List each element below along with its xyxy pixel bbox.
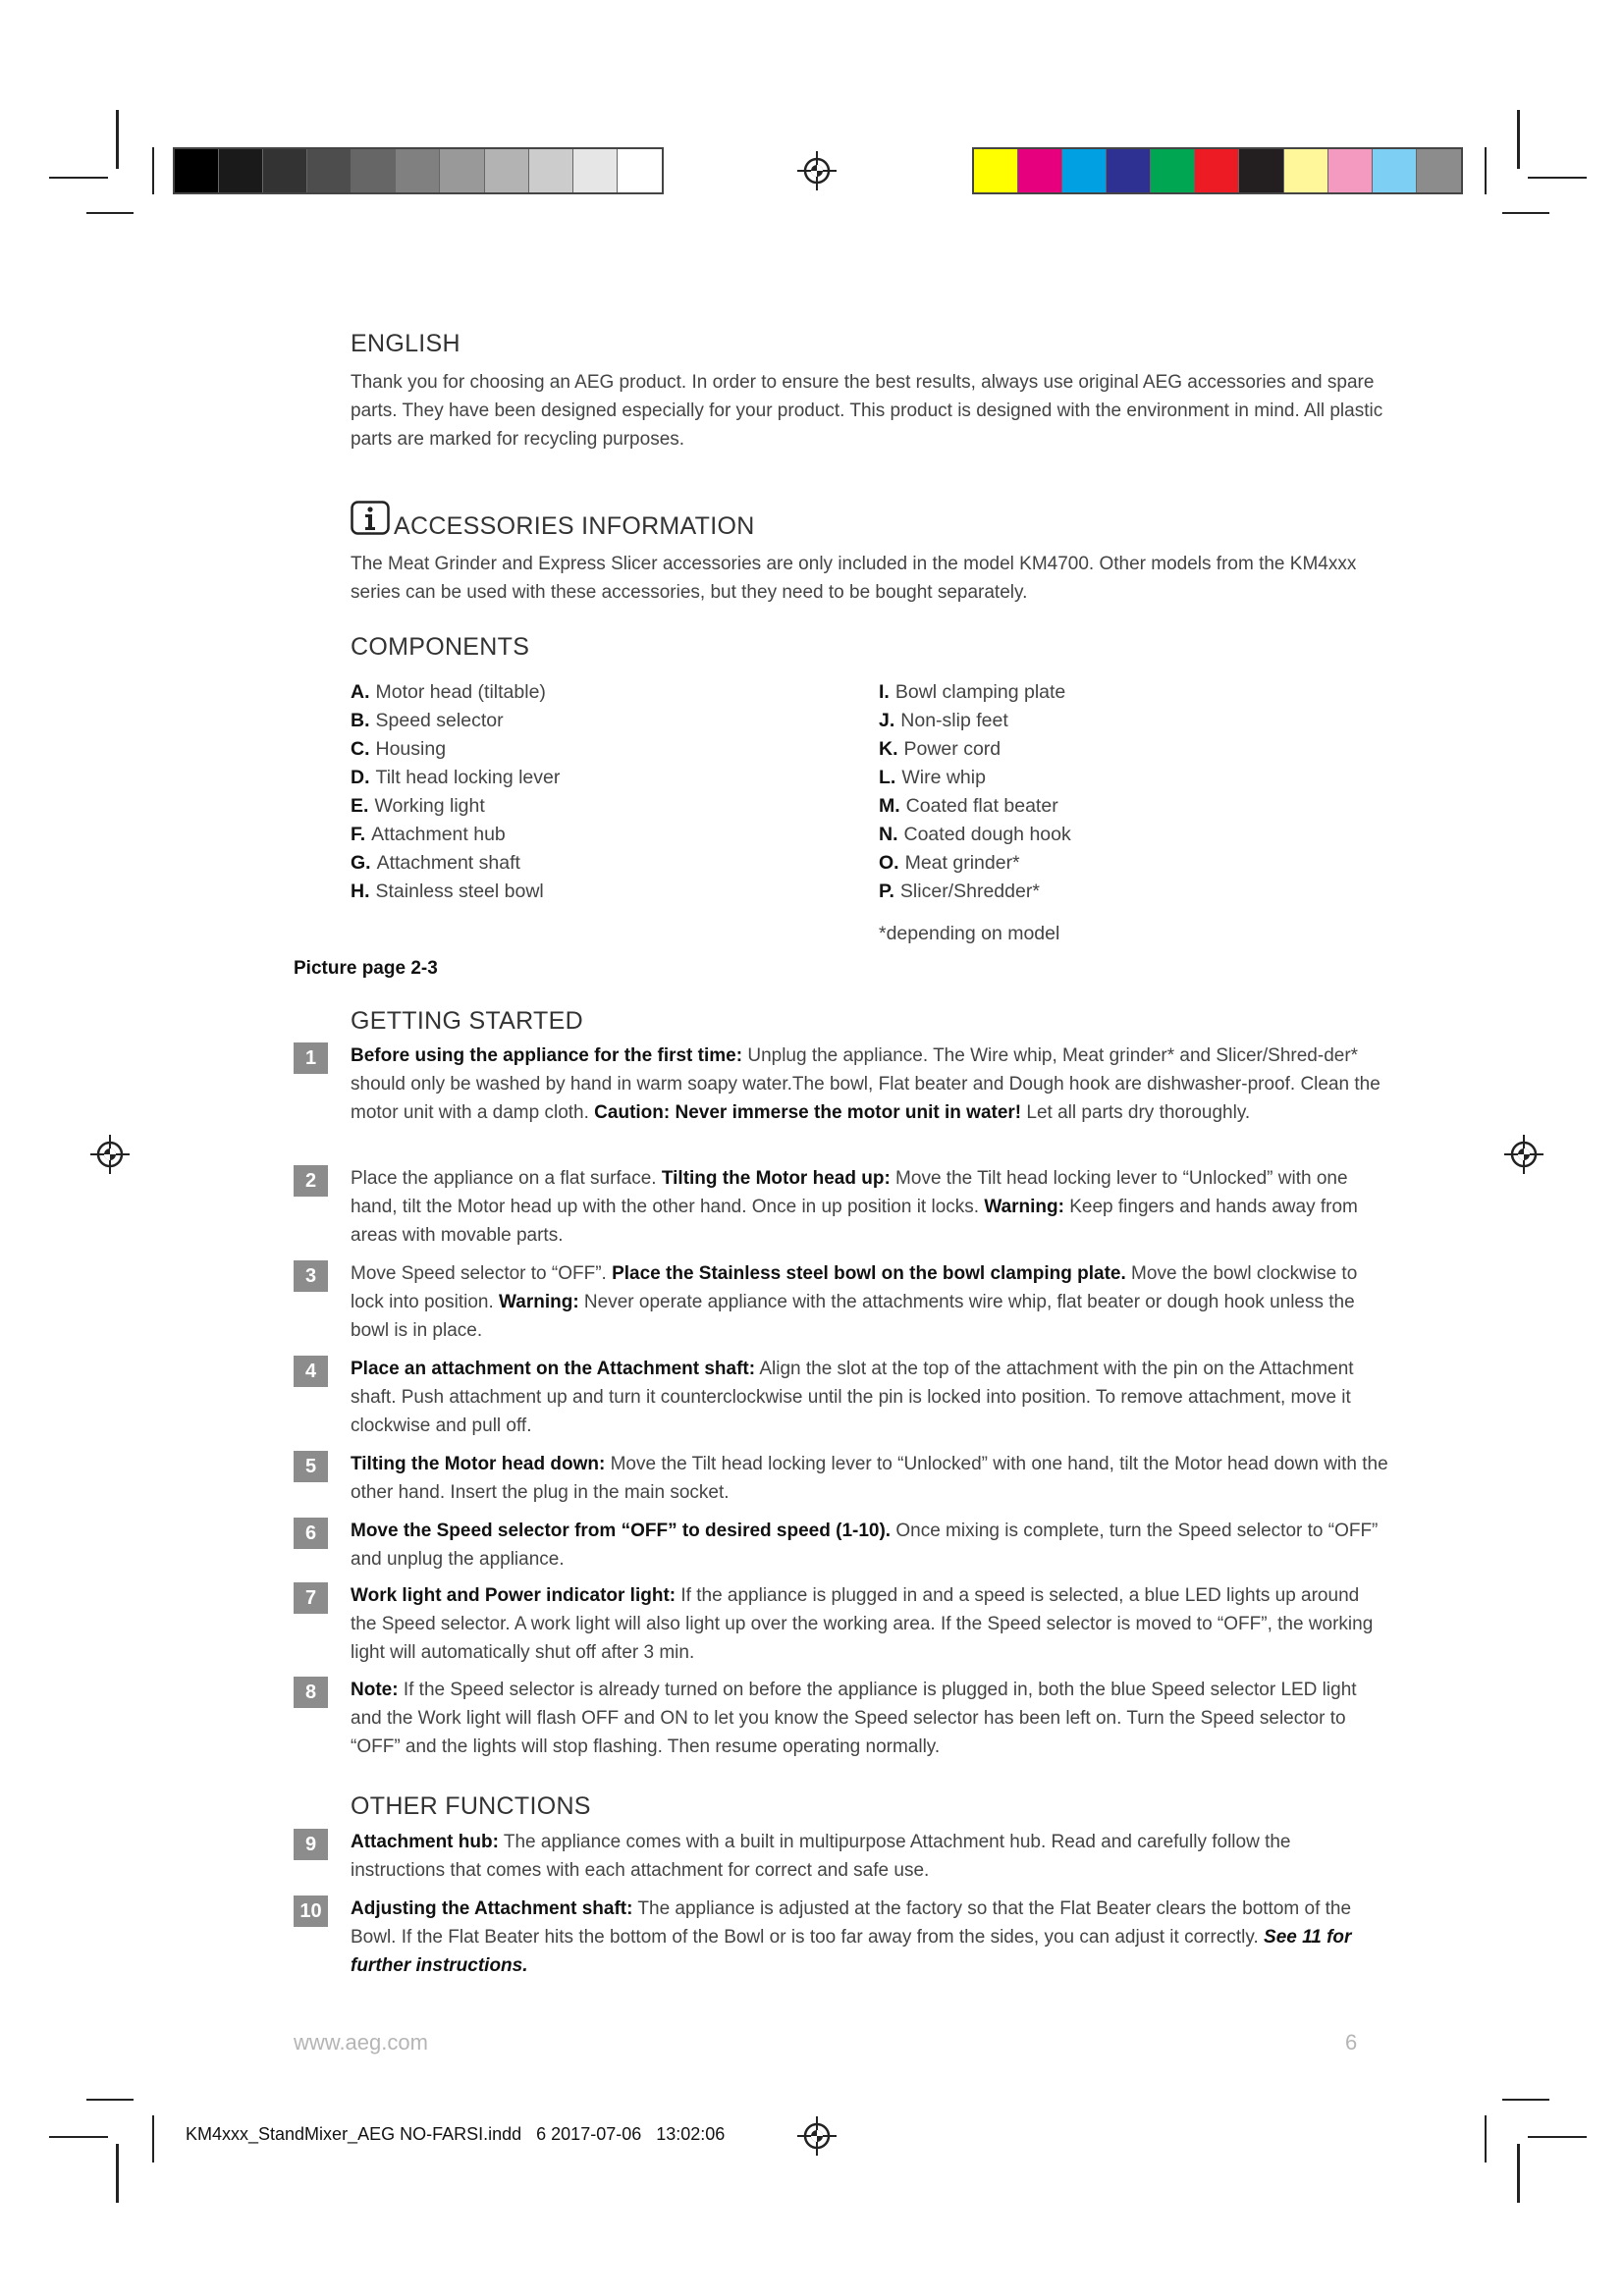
step-number-badge: 6 <box>294 1518 328 1549</box>
color-swatch <box>1062 149 1107 192</box>
step-text-plain: Move Speed selector to “OFF”. <box>351 1263 613 1284</box>
component-letter: I. <box>879 681 890 703</box>
component-label: Coated flat beater <box>905 795 1058 817</box>
section-title-english: ENGLISH <box>351 330 460 357</box>
step-text-bold: Note: <box>351 1680 399 1700</box>
component-label: Wire whip <box>901 767 986 788</box>
color-swatch <box>263 149 307 192</box>
component-item <box>879 678 1071 707</box>
footer-url: www.aeg.com <box>294 2030 428 2055</box>
crop-mark <box>152 147 154 194</box>
component-letter: C. <box>351 738 370 760</box>
color-swatch <box>175 149 219 192</box>
step-text <box>351 1517 1389 1574</box>
step-text-bold: Place the Stainless steel bowl on the bowl clamping plate. <box>612 1263 1126 1284</box>
step-number-badge: 8 <box>294 1677 328 1708</box>
step-number-badge: 10 <box>294 1896 328 1927</box>
crop-mark <box>116 2144 119 2203</box>
color-swatch <box>396 149 440 192</box>
component-item <box>879 764 1071 792</box>
crop-mark <box>1517 2144 1520 2203</box>
step-number-badge: 1 <box>294 1042 328 1074</box>
section-title-components: COMPONENTS <box>351 633 530 661</box>
step-text-bold: Attachment hub: <box>351 1832 499 1852</box>
component-label: Tilt head locking lever <box>375 767 561 788</box>
intro-paragraph: Thank you for choosing an AEG product. In order to ensure the best results, always use original AEG accessories and spare parts. They have been designed especially for your product. This product is designed with the environment in mind. All plastic parts are marked for recycling purposes. <box>351 372 1383 450</box>
component-item <box>879 735 1071 764</box>
component-letter: L. <box>879 767 896 788</box>
component-letter: J. <box>879 710 895 731</box>
color-swatch <box>529 149 573 192</box>
component-letter: N. <box>879 824 898 845</box>
step-text-bold: Tilting the Motor head down: <box>351 1454 606 1474</box>
component-label: Working light <box>374 795 485 817</box>
component-item <box>879 792 1071 821</box>
component-item <box>351 878 560 906</box>
component-item <box>351 678 560 707</box>
component-item <box>879 878 1071 906</box>
component-item <box>879 707 1071 735</box>
step-text-plain: Let all parts dry thoroughly. <box>1021 1102 1251 1123</box>
step-number-badge: 5 <box>294 1451 328 1482</box>
component-label: Meat grinder* <box>904 852 1020 874</box>
component-label: Attachment hub <box>371 824 506 845</box>
step-number-badge: 4 <box>294 1356 328 1387</box>
component-letter: A. <box>351 681 370 703</box>
component-label: Slicer/Shredder* <box>899 881 1040 902</box>
component-item <box>879 821 1071 849</box>
component-label: Coated dough hook <box>903 824 1071 845</box>
step-text-plain: If the appliance is plugged in and a speed is selected, a blue LED lights up around the Speed selector. A work light will also light up over the working area. If the Speed selector is moved to “OFF”, the working light will automatically shut off after 3 min. <box>351 1585 1374 1663</box>
crop-mark <box>1485 2115 1487 2163</box>
step-text <box>351 1895 1389 1980</box>
component-letter: M. <box>879 795 900 817</box>
component-letter: D. <box>351 767 370 788</box>
color-swatch <box>1195 149 1239 192</box>
step-text-bold: Before using the appliance for the first time: <box>351 1045 743 1066</box>
step-text-plain: Move the Tilt head locking lever to “Unlocked” with one hand, tilt the Motor head up with the other hand. Once in up position it locks. <box>351 1168 1348 1217</box>
color-swatch <box>352 149 396 192</box>
step-text-plain: Move the Tilt head locking lever to “Unlocked” with one hand, tilt the Motor head down with the other hand. Insert the plug in the main socket. <box>351 1454 1388 1503</box>
component-item <box>351 764 560 792</box>
color-swatch <box>1284 149 1328 192</box>
component-label: Stainless steel bowl <box>375 881 544 902</box>
step-text-plain: Place the appliance on a flat surface. <box>351 1168 662 1189</box>
component-item <box>351 821 560 849</box>
crop-mark <box>116 110 119 169</box>
component-label: Speed selector <box>375 710 504 731</box>
crop-mark <box>1485 147 1487 194</box>
step-text-plain: The appliance comes with a built in multipurpose Attachment hub. Read and carefully follow the instructions that comes with each attachment for correct and safe use. <box>351 1832 1291 1881</box>
crop-mark <box>1502 2099 1549 2101</box>
color-swatch <box>1151 149 1195 192</box>
component-item <box>351 735 560 764</box>
color-swatch <box>440 149 484 192</box>
crop-mark <box>1528 177 1587 179</box>
color-swatch <box>1018 149 1062 192</box>
color-swatch <box>1373 149 1417 192</box>
step-text <box>351 1041 1389 1127</box>
components-list-right <box>879 678 1071 906</box>
step-text-plain: Unplug the appliance. The Wire whip, Meat grinder* and Slicer/Shred-der* should only be washed by hand in warm soapy water.The bowl, Flat beater and Dough hook are dishwasher-proof. Clean the motor unit with a damp cloth. <box>351 1045 1380 1123</box>
step-text-bold: Adjusting the Attachment shaft: <box>351 1898 633 1919</box>
registration-mark-icon <box>797 151 837 190</box>
component-item <box>879 849 1071 878</box>
color-swatch <box>307 149 352 192</box>
accessories-paragraph: The Meat Grinder and Express Slicer accessories are only included in the model KM4700. Other models from the KM4xxx series can be used with these accessories, but they need to be bought separately. <box>351 554 1357 603</box>
step-text-bold: Warning: <box>984 1197 1064 1217</box>
page-number: 6 <box>1345 2030 1358 2055</box>
section-title-other-functions: OTHER FUNCTIONS <box>351 1792 591 1820</box>
step-text-plain: If the Speed selector is already turned on before the appliance is plugged in, both the blue Speed selector LED light and the Work light will flash OFF and ON to let you know the Speed selector has been left on. Turn the Speed selector to “OFF” and the lights will stop flashing. Then resume operating normally. <box>351 1680 1357 1757</box>
file-name: KM4xxx_StandMixer_AEG NO-FARSI.indd 6 <box>186 2124 547 2144</box>
info-icon <box>351 501 390 538</box>
component-letter: E. <box>351 795 369 817</box>
crop-mark <box>49 2136 108 2138</box>
step-text <box>351 1676 1389 1761</box>
step-text <box>351 1164 1389 1250</box>
step-text-plain: The appliance is adjusted at the factory so that the Flat Beater clears the bottom of the Bowl. If the Flat Beater hits the bottom of the Bowl or is too far away from the sides, you can adjust it correctly. <box>351 1898 1352 1948</box>
color-swatch <box>1328 149 1373 192</box>
process-color-bar <box>972 147 1463 194</box>
components-footnote: *depending on model <box>879 923 1060 944</box>
english-section <box>351 330 1386 454</box>
component-item <box>351 707 560 735</box>
step-text-bold: Tilting the Motor head up: <box>661 1168 891 1189</box>
component-letter: G. <box>351 852 371 874</box>
crop-mark <box>86 2099 134 2101</box>
registration-mark-icon <box>1504 1135 1543 1174</box>
step-text-plain: Never operate appliance with the attachments wire whip, flat beater or dough hook unless the bowl is in place. <box>351 1292 1355 1341</box>
file-datetime: 2017-07-06 13:02:06 <box>551 2124 726 2144</box>
step-number-badge: 7 <box>294 1582 328 1614</box>
crop-mark <box>152 2115 154 2163</box>
step-text-bold: Move the Speed selector from “OFF” to desired speed (1-10). <box>351 1521 892 1541</box>
step-text <box>351 1450 1389 1507</box>
component-letter: H. <box>351 881 370 902</box>
component-letter: O. <box>879 852 899 874</box>
color-swatch <box>1239 149 1283 192</box>
picture-reference: Picture page 2-3 <box>294 958 438 979</box>
grayscale-color-bar <box>173 147 664 194</box>
registration-mark-icon <box>90 1135 130 1174</box>
step-text-plain: Move the bowl clockwise to lock into position. <box>351 1263 1358 1312</box>
step-text-plain: Align the slot at the top of the attachment with the pin on the Attachment shaft. Push attachment up and turn it counterclockwise until the pin is locked into position. To remove attachment, move it clockwise and pull off. <box>351 1359 1354 1436</box>
components-list-left <box>351 678 560 906</box>
step-text-bold: Place an attachment on the Attachment shaft: <box>351 1359 756 1379</box>
component-letter: B. <box>351 710 370 731</box>
section-title-accessories: ACCESSORIES INFORMATION <box>394 512 755 540</box>
component-label: Attachment shaft <box>376 852 520 874</box>
step-number-badge: 9 <box>294 1829 328 1860</box>
crop-mark <box>49 177 108 179</box>
component-letter: F. <box>351 824 366 845</box>
step-text <box>351 1259 1389 1345</box>
color-swatch <box>1417 149 1461 192</box>
crop-mark <box>1517 110 1520 169</box>
color-swatch <box>1107 149 1151 192</box>
registration-mark-icon <box>797 2116 837 2156</box>
step-text-plain: Once mixing is complete, turn the Speed selector to “OFF” and unplug the appliance. <box>351 1521 1379 1570</box>
step-text <box>351 1581 1389 1667</box>
component-letter: K. <box>879 738 898 760</box>
step-number-badge: 2 <box>294 1165 328 1197</box>
crop-mark <box>1528 2136 1587 2138</box>
step-text-plain: Keep fingers and hands away from areas with movable parts. <box>351 1197 1358 1246</box>
component-label: Motor head (tiltable) <box>375 681 546 703</box>
color-swatch <box>219 149 263 192</box>
component-item <box>351 849 560 878</box>
component-label: Bowl clamping plate <box>894 681 1066 703</box>
file-slug <box>186 2124 725 2145</box>
component-item <box>351 792 560 821</box>
component-label: Non-slip feet <box>900 710 1008 731</box>
component-label: Housing <box>375 738 447 760</box>
crop-mark <box>86 212 134 214</box>
step-text-bold: Warning: <box>499 1292 579 1312</box>
component-label: Power cord <box>903 738 1001 760</box>
step-text-bold-italic: See 11 for further instructions. <box>351 1927 1352 1976</box>
crop-mark <box>1502 212 1549 214</box>
color-swatch <box>573 149 618 192</box>
step-text-bold: Caution: Never immerse the motor unit in water! <box>594 1102 1022 1123</box>
color-swatch <box>618 149 662 192</box>
section-title-getting-started: GETTING STARTED <box>351 1007 583 1035</box>
component-letter: P. <box>879 881 894 902</box>
step-text-bold: Work light and Power indicator light: <box>351 1585 677 1606</box>
color-swatch <box>485 149 529 192</box>
step-number-badge: 3 <box>294 1260 328 1292</box>
color-swatch <box>974 149 1018 192</box>
step-text <box>351 1828 1389 1885</box>
step-text <box>351 1355 1389 1440</box>
